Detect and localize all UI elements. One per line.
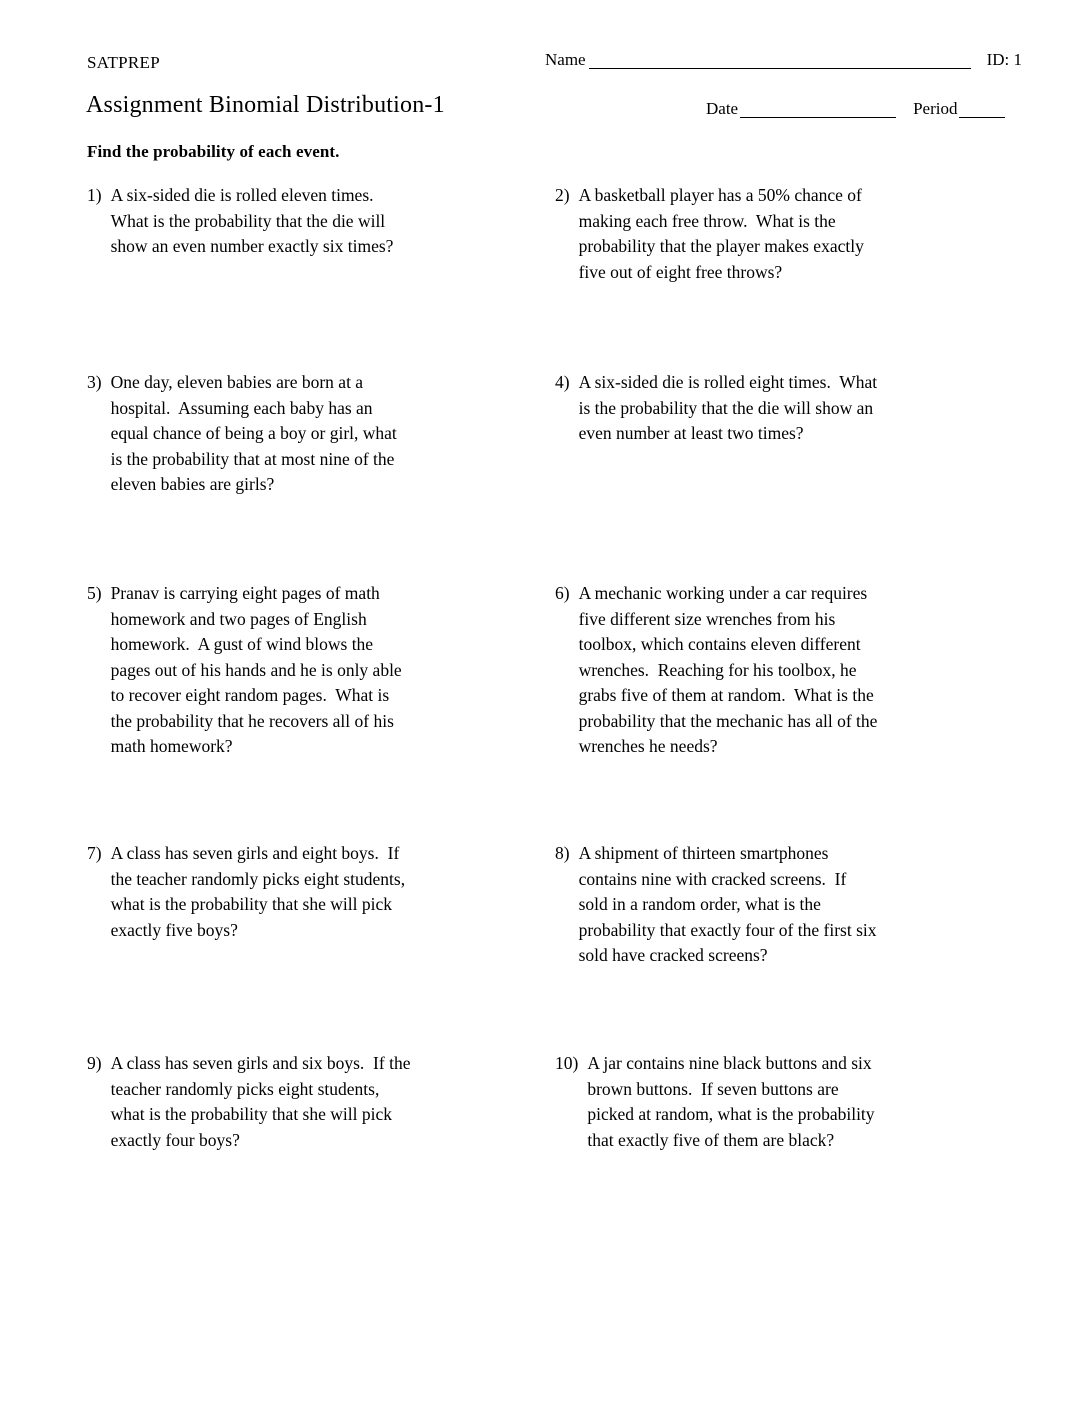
question-line: equal chance of being a boy or girl, what bbox=[110, 423, 397, 443]
date-label: Date bbox=[706, 99, 739, 118]
question-line: sold in a random order, what is the bbox=[578, 894, 821, 914]
question-line: contains nine with cracked screens. If bbox=[578, 868, 847, 889]
question-number: 7) bbox=[87, 843, 102, 863]
question-line: One day, eleven babies are born at a bbox=[110, 372, 364, 392]
question-line: exactly five boys? bbox=[110, 919, 238, 940]
question-line: homework. A gust of wind blows the bbox=[110, 634, 374, 654]
question-line: math homework? bbox=[110, 736, 233, 756]
question-row bbox=[87, 841, 1027, 1051]
question-line: to recover eight random pages. What is bbox=[110, 685, 390, 705]
question-line: sold have cracked screens? bbox=[578, 945, 768, 965]
question-row bbox=[87, 581, 1027, 841]
question-line: A jar contains nine black buttons and six bbox=[587, 1053, 872, 1073]
question-line: eleven babies are girls? bbox=[110, 474, 275, 494]
page-title: Assignment Binomial Distribution-1 bbox=[86, 92, 445, 118]
question-number: 3) bbox=[87, 372, 102, 392]
question-line: brown buttons. If seven buttons are bbox=[587, 1078, 839, 1099]
question-line: five different size wrenches from his bbox=[578, 608, 836, 629]
question-text bbox=[579, 841, 877, 969]
question-line: probability that exactly four of the first six bbox=[578, 919, 877, 940]
question-line: even number at least two times? bbox=[578, 423, 804, 443]
question-4 bbox=[555, 370, 1027, 581]
question-number: 2) bbox=[555, 185, 570, 205]
question-line: is the probability that at most nine of the bbox=[110, 448, 395, 469]
question-text bbox=[111, 841, 406, 943]
question-line: wrenches he needs? bbox=[578, 736, 718, 756]
question-number: 8) bbox=[555, 843, 570, 863]
id-label: ID: 1 bbox=[986, 50, 1022, 69]
question-number: 10) bbox=[555, 1053, 579, 1073]
question-row bbox=[87, 370, 1027, 581]
name-blank-field bbox=[589, 51, 971, 69]
question-number: 5) bbox=[87, 583, 102, 603]
question-line: what is the probability that she will pick bbox=[110, 1104, 392, 1124]
school-name: SATPREP bbox=[87, 53, 160, 72]
question-6 bbox=[555, 581, 1027, 841]
questions-area bbox=[87, 183, 1027, 1153]
question-line: wrenches. Reaching for his toolbox, he bbox=[578, 659, 857, 680]
question-text bbox=[579, 581, 878, 760]
question-line: probability that the player makes exactly bbox=[578, 236, 864, 256]
question-line: A six-sided die is rolled eleven times. bbox=[110, 185, 374, 205]
date-blank-field bbox=[740, 100, 896, 118]
question-10 bbox=[555, 1051, 1027, 1153]
question-number: 4) bbox=[555, 372, 570, 392]
question-text bbox=[579, 183, 864, 285]
question-line: grabs five of them at random. What is the bbox=[578, 685, 874, 705]
question-9 bbox=[87, 1051, 555, 1153]
question-2 bbox=[555, 183, 1027, 370]
date-period-line bbox=[706, 99, 1005, 119]
name-line bbox=[545, 50, 1022, 70]
question-line: A six-sided die is rolled eight times. What bbox=[578, 372, 878, 392]
question-number: 6) bbox=[555, 583, 570, 603]
question-row bbox=[87, 183, 1027, 370]
question-text bbox=[111, 1051, 411, 1153]
question-line: making each free throw. What is the bbox=[578, 210, 836, 231]
name-label: Name bbox=[545, 50, 586, 69]
question-line: is the probability that the die will show an bbox=[578, 397, 874, 418]
question-line: A shipment of thirteen smartphones bbox=[578, 843, 829, 863]
instructions-text: Find the probability of each event. bbox=[87, 142, 340, 161]
question-line: that exactly five of them are black? bbox=[587, 1129, 835, 1150]
question-line: A class has seven girls and six boys. If the bbox=[110, 1053, 411, 1073]
question-line: the probability that he recovers all of his bbox=[110, 710, 394, 731]
question-text bbox=[111, 183, 394, 260]
question-line: A mechanic working under a car requires bbox=[578, 583, 868, 603]
question-1 bbox=[87, 183, 555, 370]
question-line: toolbox, which contains eleven different bbox=[578, 634, 861, 654]
question-line: homework and two pages of English bbox=[110, 608, 367, 629]
question-line: A class has seven girls and eight boys. If bbox=[110, 843, 400, 863]
question-text bbox=[111, 581, 402, 760]
question-5 bbox=[87, 581, 555, 841]
question-line: exactly four boys? bbox=[110, 1129, 240, 1150]
question-number: 1) bbox=[87, 185, 102, 205]
question-line: show an even number exactly six times? bbox=[110, 236, 394, 256]
question-line: A basketball player has a 50% chance of bbox=[578, 185, 862, 205]
question-7 bbox=[87, 841, 555, 1051]
period-label: Period bbox=[913, 99, 958, 118]
question-line: teacher randomly picks eight students, bbox=[110, 1078, 380, 1099]
question-line: probability that the mechanic has all of the bbox=[578, 710, 878, 731]
question-text bbox=[579, 370, 878, 447]
question-line: pages out of his hands and he is only able bbox=[110, 659, 402, 680]
question-row bbox=[87, 1051, 1027, 1153]
question-line: five out of eight free throws? bbox=[578, 261, 783, 282]
question-8 bbox=[555, 841, 1027, 1051]
question-line: hospital. Assuming each baby has an bbox=[110, 397, 373, 418]
question-text bbox=[111, 370, 397, 498]
question-line: what is the probability that she will pick bbox=[110, 894, 392, 914]
question-text bbox=[587, 1051, 874, 1153]
question-line: What is the probability that the die will bbox=[110, 210, 386, 231]
period-blank-field bbox=[959, 100, 1005, 118]
question-3 bbox=[87, 370, 555, 581]
question-line: Pranav is carrying eight pages of math bbox=[110, 583, 380, 603]
question-number: 9) bbox=[87, 1053, 102, 1073]
question-line: the teacher randomly picks eight students, bbox=[110, 868, 406, 889]
question-line: picked at random, what is the probability bbox=[587, 1104, 875, 1124]
